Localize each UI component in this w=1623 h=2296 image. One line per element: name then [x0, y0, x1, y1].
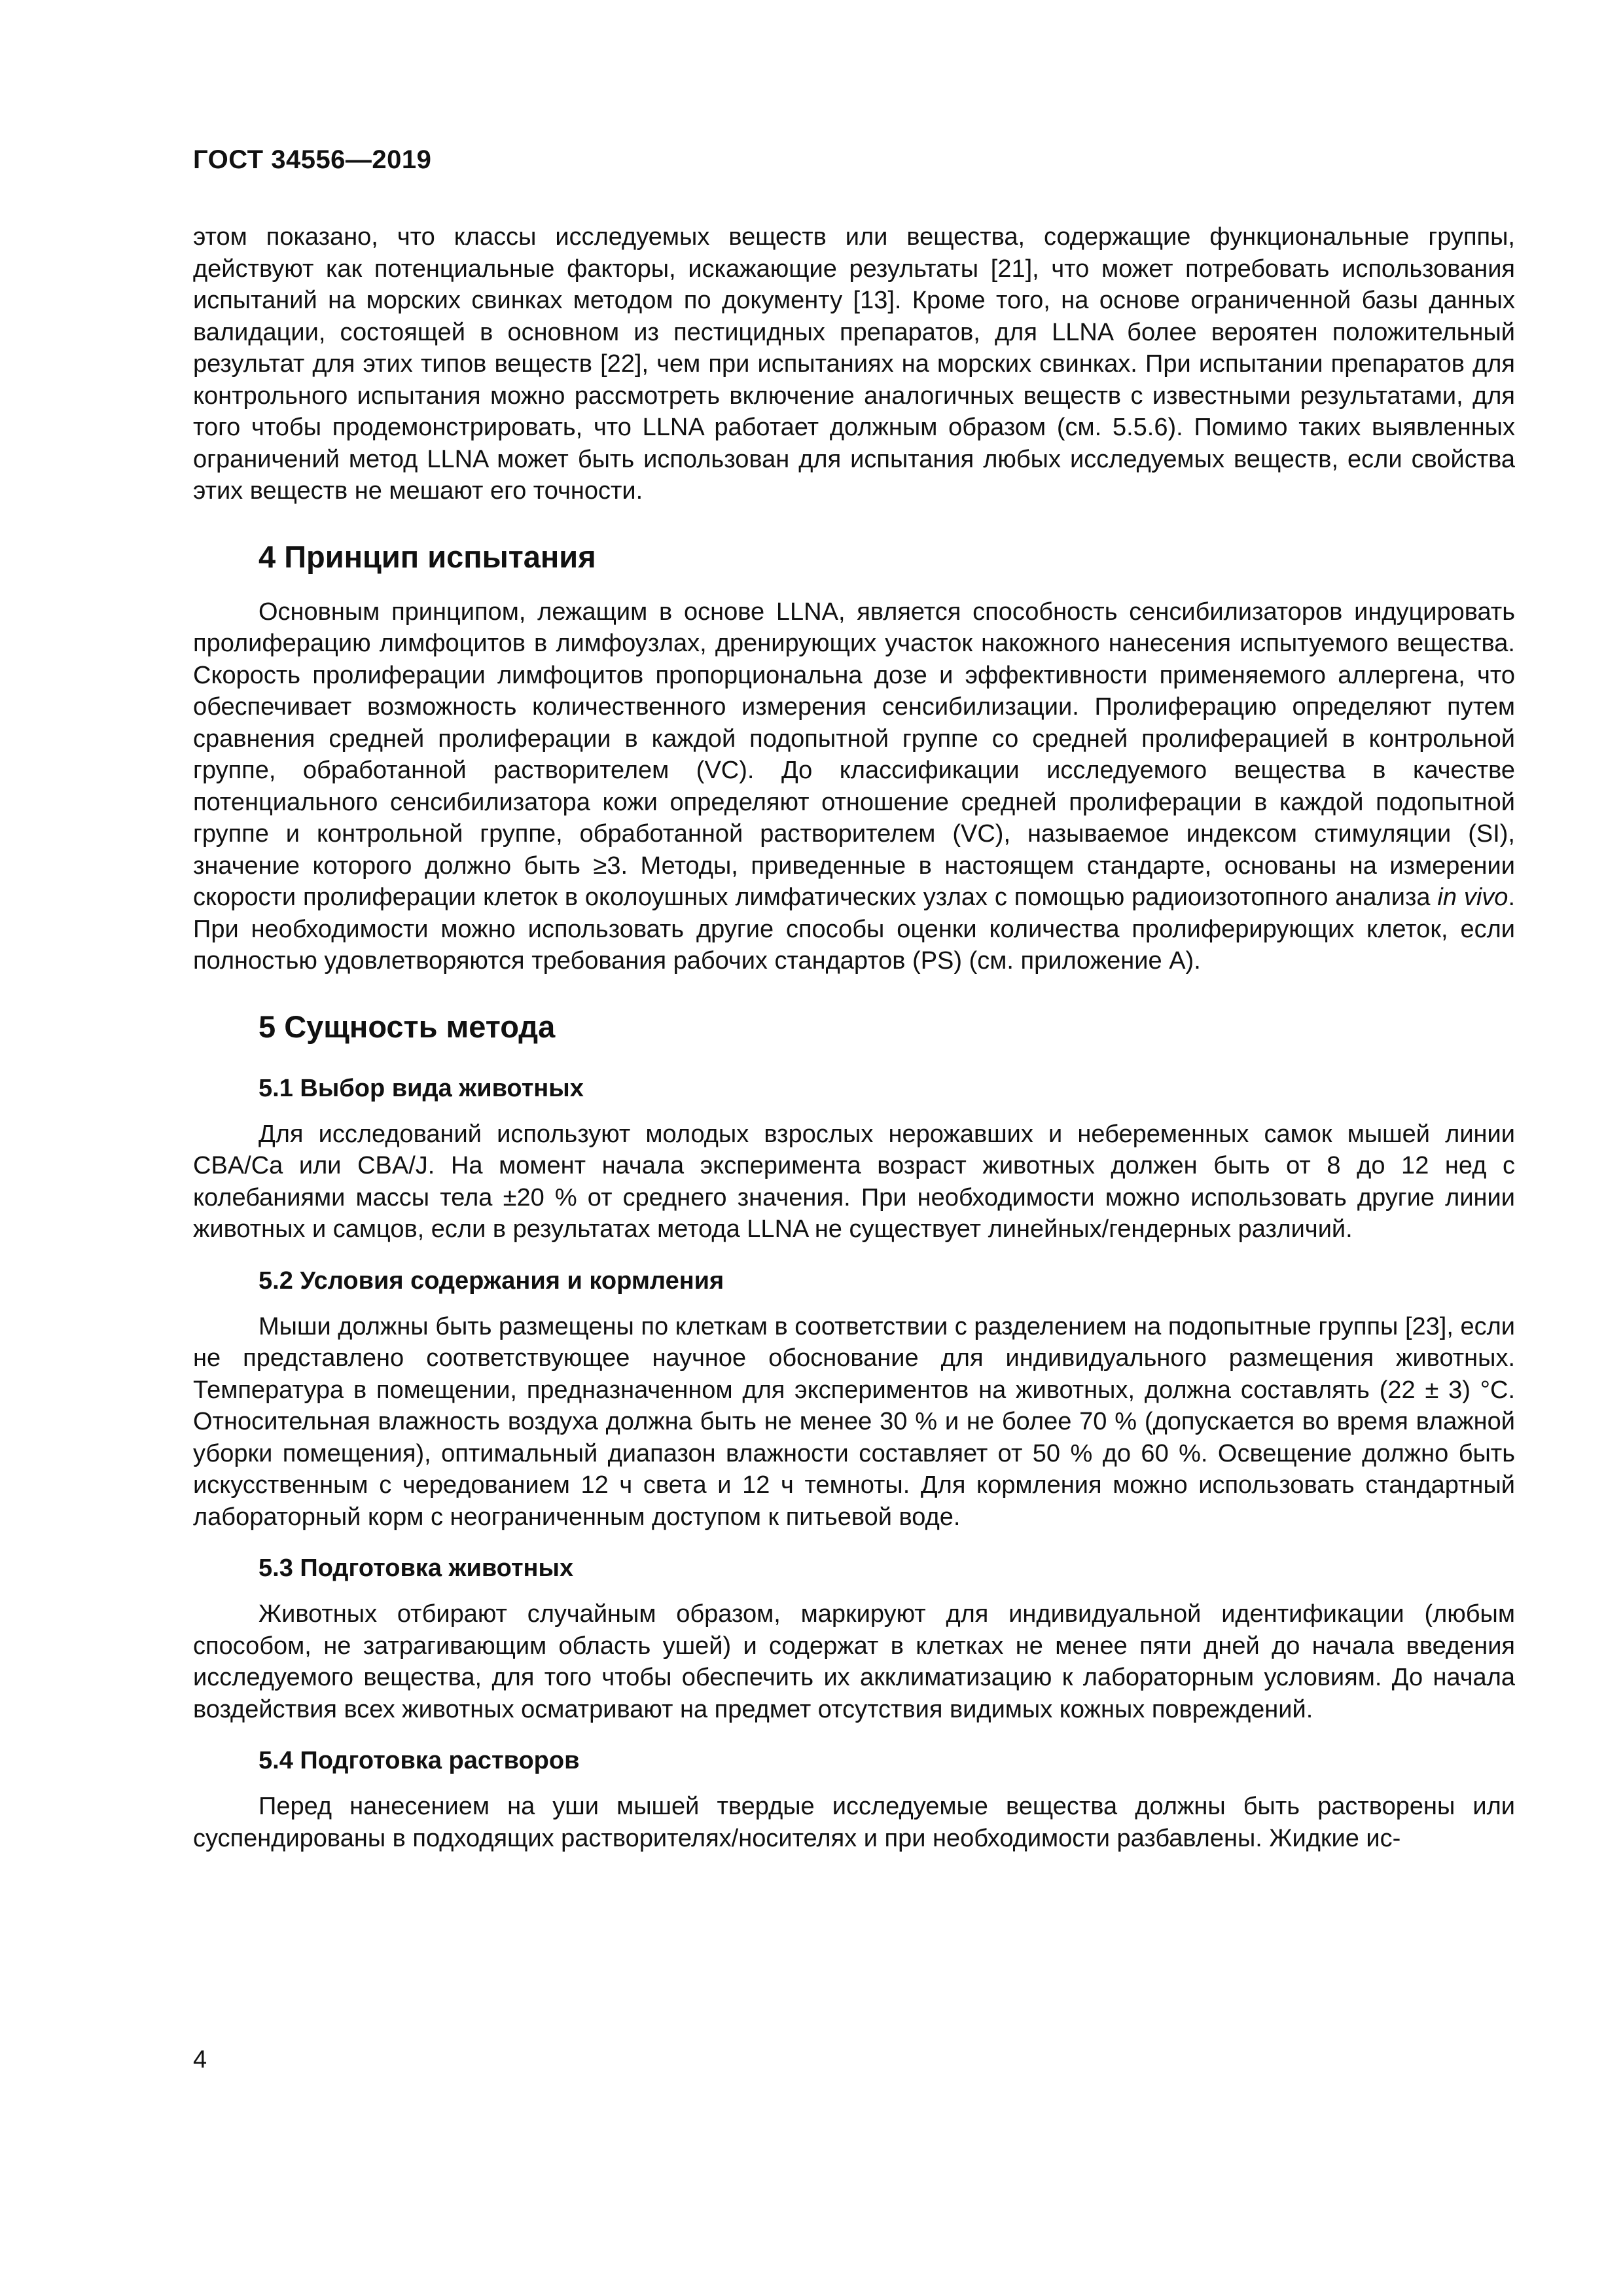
- page-number: 4: [193, 2046, 207, 2073]
- document-body: [193, 221, 1515, 1854]
- subsection-5-4-heading: 5.4 Подготовка растворов: [259, 1747, 580, 1774]
- section-4-paragraph: [193, 596, 1515, 977]
- section-4-heading: 4 Принцип испытания: [259, 539, 596, 574]
- document-header: ГОСТ 34556—2019: [193, 145, 432, 174]
- subsection-5-1-heading: 5.1 Выбор вида животных: [259, 1074, 584, 1102]
- subsection-5-2-paragraph: Мыши должны быть размещены по клеткам в соответствии с разделением на подопытные группы [23], если не представлено соответствующее научное обоснование для индивидуального размещения животных. Температура в помещении, предназначенном для экспериментов на животных, должна составлять (22 ± 3) °С. Относительная влажность воздуха должна быть не менее 30 % и не более 70 % (допускается во время влажной уборки помещения), оптимальный диапазон влажности составляет от 50 % до 60 %. Освещение должно быть искусственным с чередованием 12 ч света и 12 ч темноты. Для кормления можно использовать стандартный лабораторный корм с неограниченным доступом к питьевой воде.: [193, 1312, 1515, 1531]
- section-4-text-part-2: . При необходимости можно использовать другие способы оценки количества пролиферирующих клеток, если полностью удовлетворяются требования рабочих стандартов (PS) (см. приложение А).: [193, 884, 1515, 975]
- intro-paragraph: этом показано, что классы исследуемых веществ или вещества, содержащие функциональные группы, действуют как потенциальные факторы, искажающие результаты [21], что может потребовать использования испытаний на морских свинках методом по документу [13]. Кроме того, на основе ограниченной базы данных валидации, состоящей в основном из пестицидных препаратов, для LLNA более вероятен положительный результат для этих типов веществ [22], чем при испытаниях на морских свинках. При испытании препаратов для контрольного испытания можно рассмотреть включение аналогичных веществ с известными результатами, для того чтобы продемонстрировать, что LLNA работает должным образом (см. 5.5.6). Помимо таких выявленных ограничений метод LLNA может быть использован для испытания любых исследуемых веществ, если свойства этих веществ не мешают его точности.: [193, 223, 1515, 505]
- section-4-text-part-1: Основным принципом, лежащим в основе LLNA, является способность сенсибилизаторов индуцировать пролиферацию лимфоцитов в лимфоузлах, дренирующих участок накожного нанесения испытуемого вещества. Скорость пролиферации лимфоцитов пропорциональна дозе и эффективности применяемого аллергена, что обеспечивает возможность количественного измерения сенсибилизации. Пролиферацию определяют путем сравнения средней пролиферации в каждой подопытной группе со средней пролиферацией в контрольной группе, обработанной растворителем (VC). До классификации исследуемого вещества в качестве потенциального сенсибилизатора кожи определяют отношение средней пролиферации в каждой подопытной группе и контрольной группе, обработанной растворителем (VC), называемое индексом стимуляции (SI), значение которого должно быть ≥3. Методы, приведенные в настоящем стандарте, основаны на измерении скорости пролиферации клеток в околоушных лимфатических узлах с помощью радиоизотопного анализа: [193, 598, 1515, 911]
- subsection-5-2-heading: 5.2 Условия содержания и кормления: [259, 1266, 724, 1295]
- subsection-5-4-paragraph: Перед нанесением на уши мышей твердые исследуемые вещества должны быть растворены или суспендированы в подходящих растворителях/носителях и при необходимости разбавлены. Жидкие ис-: [193, 1793, 1515, 1852]
- subsection-5-1-paragraph: Для исследований используют молодых взрослых нерожавших и небеременных самок мышей линии CBA/Ca или CBA/J. На момент начала эксперимента возраст животных должен быть от 8 до 12 нед с колебаниями массы тела ±20 % от среднего значения. При необходимости можно использовать другие линии животных и самцов, если в результатах метода LLNA не существует линейных/гендерных различий.: [193, 1120, 1515, 1243]
- section-5-heading: 5 Сущность метода: [259, 1009, 556, 1044]
- in-vivo-term: in vivo: [1437, 884, 1508, 911]
- document-page: [193, 0, 1515, 2296]
- subsection-5-3-paragraph: Животных отбирают случайным образом, маркируют для индивидуальной идентификации (любым способом, не затрагивающим область ушей) и содержат в клетках не менее пяти дней до начала введения исследуемого вещества, для того чтобы обеспечить их акклиматизацию к лабораторным условиям. До начала воздействия всех животных осматривают на предмет отсутствия видимых кожных повреждений.: [193, 1600, 1515, 1723]
- subsection-5-3-heading: 5.3 Подготовка животных: [259, 1554, 574, 1582]
